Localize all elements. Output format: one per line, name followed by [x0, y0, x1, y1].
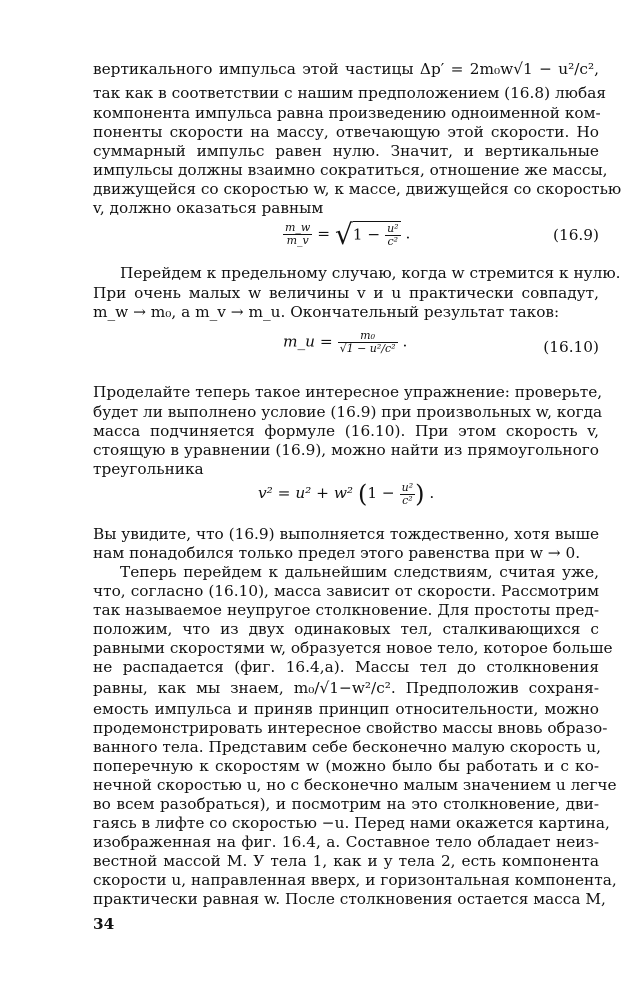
text-line: Проделайте теперь такое интересное упражнение: проверьте, — [93, 383, 603, 401]
text-line: поненты скорости на массу, отвечающую этой скорости. Но — [93, 123, 599, 141]
equation-triangle: v² = u² + w² (1 − $\frac{\text{u²}}{\text{c²}}$ ) . — [258, 480, 435, 508]
text-line: так как в соответствии с нашим предположением (16.8) любая — [93, 84, 606, 102]
text-line: будет ли выполнено условие (16.9) при произвольных w, когда — [93, 403, 603, 421]
square-root: √1 − $\frac{\text{u²}}{\text{c²}}$ — [334, 218, 399, 251]
text-line: равными скоростями w, образуется новое тело, которое больше — [93, 639, 613, 657]
equation-16-9: $\frac{m\_w}{m\_v}$ = √1 − $\frac{\text{u²}}{\text{c²}}$ . (16.9) — [285, 218, 599, 251]
text-line: треугольника — [93, 460, 204, 478]
text-line: поперечную к скоростям w (можно было бы работать и с ко- — [93, 757, 599, 775]
equation-number: (16.10) — [543, 338, 599, 356]
text-line: равны, как мы знаем, m₀/√1−w²/c². Предположив сохраня- — [93, 679, 599, 697]
text-line: что, согласно (16.10), масса зависит от скорости. Рассмотрим — [93, 582, 599, 600]
text-line: нечной скоростью u, но с бесконечно малым значением u легче — [93, 776, 617, 794]
page-number: 34 — [93, 915, 115, 933]
text-line: так называемое неупругое столкновение. Для простоты пред- — [93, 601, 599, 619]
text-line: гаясь в лифте со скоростью −u. Перед нами окажется картина, — [93, 814, 610, 832]
text-line: суммарный импульс равен нулю. Значит, и вертикальные — [93, 142, 599, 160]
text-line: движущейся со скоростью w, к массе, движущейся со скоростью — [93, 180, 622, 198]
equation-fraction: $\frac{m\_w}{m\_v}$ — [285, 221, 311, 247]
text-line: вертикального импульса этой частицы Δp′ = 2m₀w√1 − u²/c², — [93, 60, 599, 78]
text-line: Вы увидите, что (16.9) выполняется тождественно, хотя выше — [93, 525, 599, 543]
text-line: положим, что из двух одинаковых тел, сталкивающихся с — [93, 620, 599, 638]
text-line: нам понадобился только предел этого равенства при w → 0. — [93, 544, 581, 562]
text-line: во всем разобраться), и посмотрим на это столкновение, дви- — [93, 795, 599, 813]
text-line: скорости u, направленная вверх, и горизонтальная компонента, — [93, 871, 617, 889]
text-line: вестной массой M. У тела 1, как и у тела 2, есть компонента — [93, 852, 599, 870]
text-line: При очень малых w величины v и u практически совпадут, — [93, 284, 599, 302]
text-line: компонента импульса равна произведению одноименной ком- — [93, 104, 601, 122]
text-line: стоящую в уравнении (16.9), можно найти из прямоугольного — [93, 441, 599, 459]
text-line: изображенная на фиг. 16.4, а. Составное тело обладает неиз- — [93, 833, 599, 851]
equation-number: (16.9) — [553, 226, 599, 244]
text-line: импульсы должны взаимно сократиться, отношение же массы, — [93, 161, 608, 179]
equation-16-10: m_u = $\frac{\text{m₀}}{\text{√1 − u²/c²}}$ . (16.10) — [283, 329, 599, 356]
text-line: емость импульса и приняв принцип относительности, можно — [93, 700, 599, 718]
text-line: m_w → m₀, а m_v → m_u. Окончательный результат таков: — [93, 303, 560, 321]
text-line: ванного тела. Представим себе бесконечно малую скорость u, — [93, 738, 601, 756]
text-line: Перейдем к предельному случаю, когда w стремится к нулю. — [120, 264, 621, 282]
text-line: практически равная w. После столкновения остается масса M, — [93, 890, 606, 908]
text-line: не распадается (фиг. 16.4,а). Массы тел до столкновения — [93, 658, 599, 676]
text-line: v, должно оказаться равным — [93, 199, 324, 217]
text-line: Теперь перейдем к дальнейшим следствиям, считая уже, — [120, 563, 599, 581]
text-line: масса подчиняется формуле (16.10). При этом скорость v, — [93, 422, 599, 440]
equation-fraction: $\frac{\text{m₀}}{\text{√1 − u²/c²}}$ — [339, 329, 396, 355]
text-line: продемонстрировать интересное свойство массы вновь образо- — [93, 719, 608, 737]
